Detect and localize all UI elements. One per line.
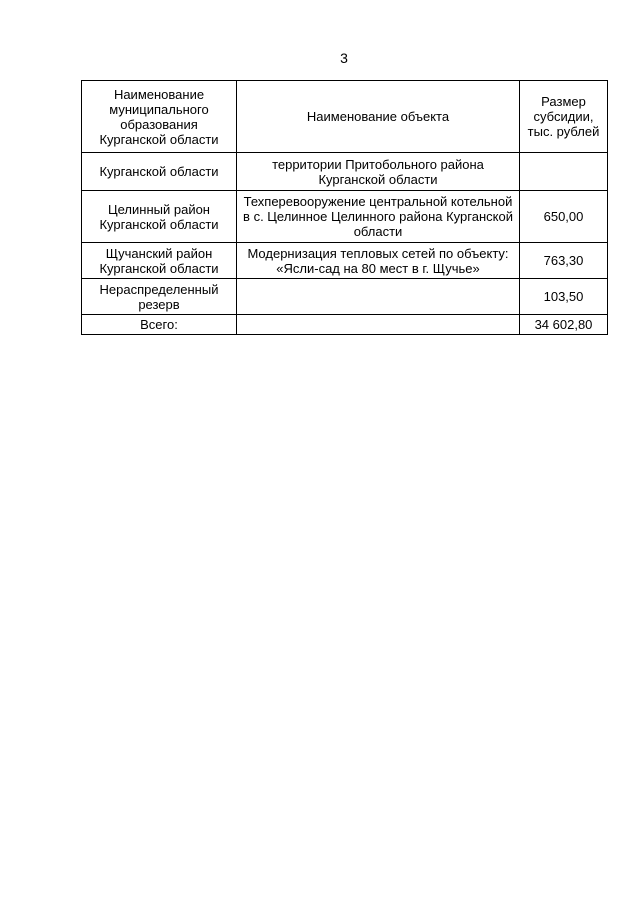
cell-object: Техперевооружение центральной котельной в с. Целинное Целинного района Курганской области [237,191,520,243]
cell-object [237,279,520,315]
table-row [82,243,608,279]
total-label: Всего: [82,315,237,335]
subsidy-table [81,80,608,335]
header-amount: Размер субсидии, тыс. рублей [520,81,608,153]
table-row [82,279,608,315]
cell-amount: 103,50 [520,279,608,315]
header-object: Наименование объекта [237,81,520,153]
cell-municipality: Нераспределенный резерв [82,279,237,315]
total-object [237,315,520,335]
table-row [82,153,608,191]
header-municipality: Наименование муниципального образования Курганской области [82,81,237,153]
cell-municipality: Щучанский район Курганской области [82,243,237,279]
total-amount: 34 602,80 [520,315,608,335]
cell-municipality: Курганской области [82,153,237,191]
table-total-row [82,315,608,335]
page-number: 3 [340,50,348,66]
table-header-row [82,81,608,153]
cell-amount: 650,00 [520,191,608,243]
cell-amount [520,153,608,191]
cell-amount: 763,30 [520,243,608,279]
cell-object: Модернизация тепловых сетей по объекту: «Ясли-сад на 80 мест в г. Щучье» [237,243,520,279]
cell-object: территории Притобольного района Курганской области [237,153,520,191]
cell-municipality: Целинный район Курганской области [82,191,237,243]
table-row [82,191,608,243]
